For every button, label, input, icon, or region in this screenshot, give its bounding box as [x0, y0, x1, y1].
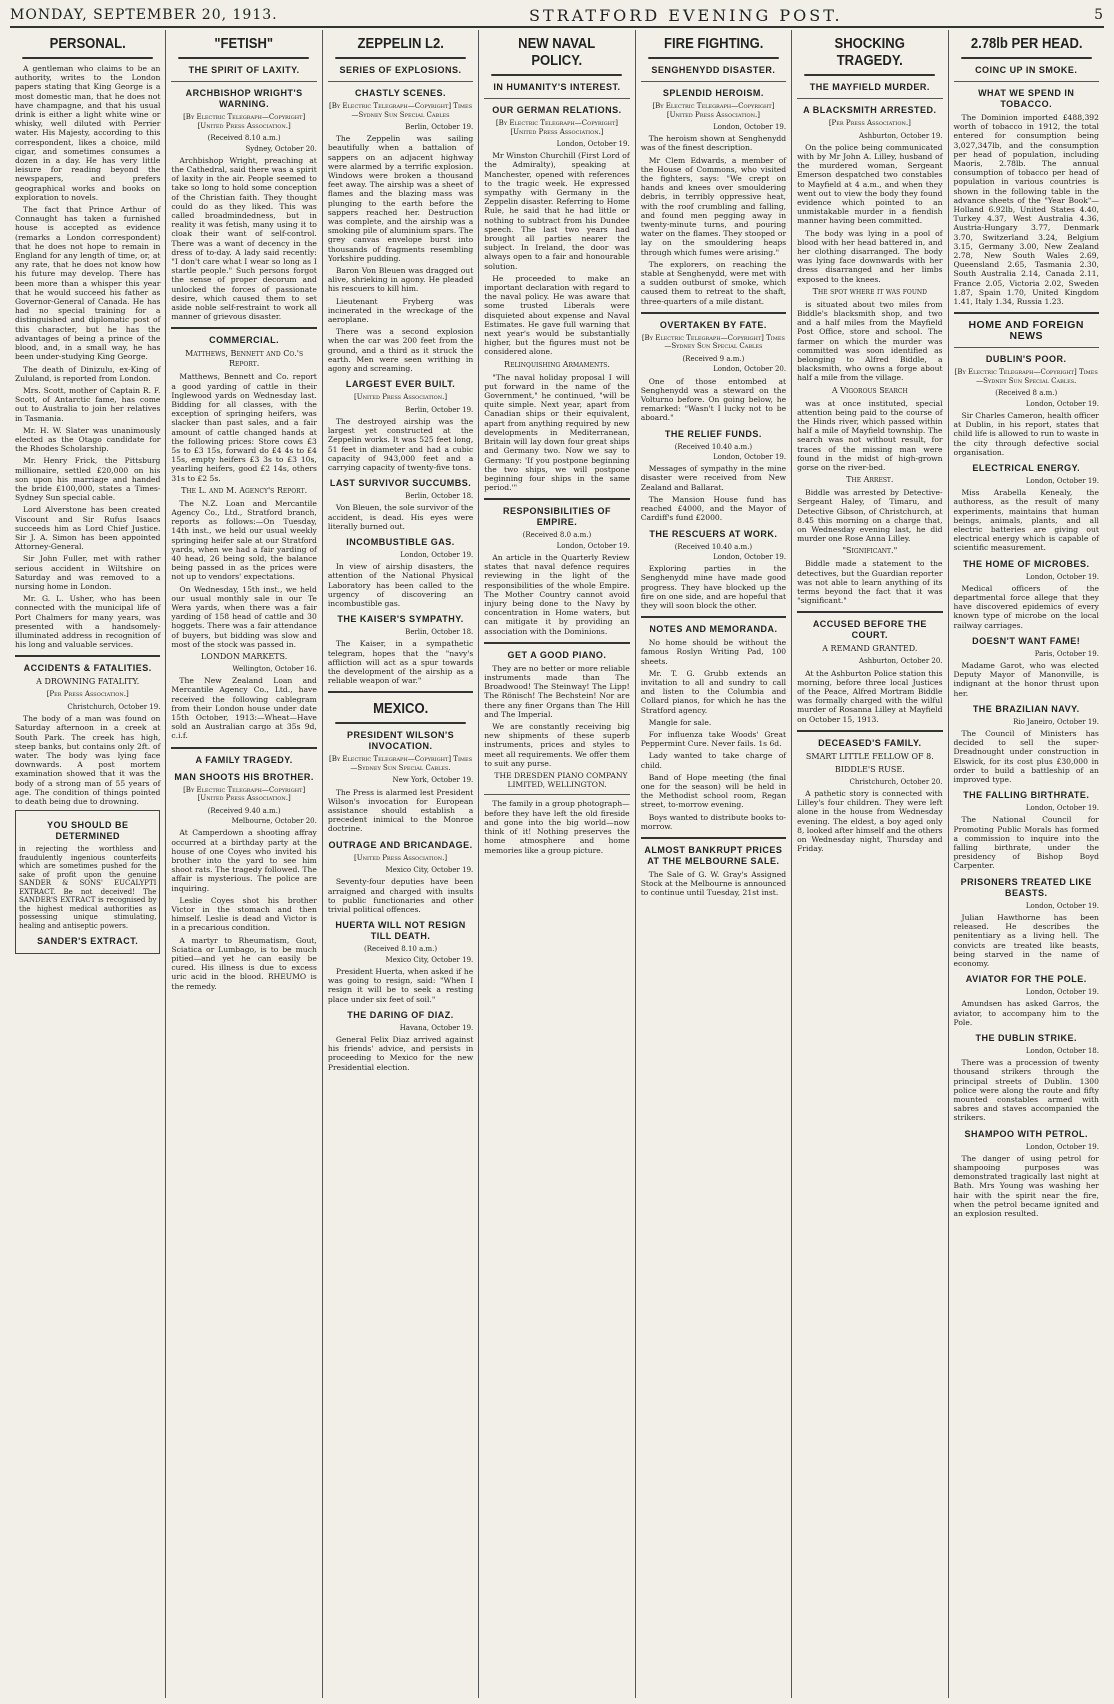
dateline: Berlin, October 18.	[405, 492, 474, 501]
dateline: London, October 19.	[400, 551, 474, 560]
dateline: London, October 19.	[1025, 901, 1099, 910]
section-divider	[641, 837, 786, 839]
section-heading: PRESIDENT WILSON'S INVOCATION.	[346, 730, 455, 752]
subheading: WHAT WE SPEND IN TOBACCO.	[978, 88, 1075, 109]
article-paragraph: Band of Hope meeting (the final one for the season) will be held in the Methodist school room, Regan street, to-morrow evening.	[640, 772, 787, 810]
article-paragraph: The Dominion imported £488,392 worth of tobacco in 1912, the total entered for consumption being 3,027,347lb, and the consumption per head of population, including Maoris, 2.78lb. The annual consumption of tobacco per head of population in various countries is shown in the following table in the advance sheets of the "Year Book"—Holland 6.92lb, United States 4.40, Turkey 4.37, West Australia 4.36, Austria-Hungary 3.77, Denmark 3.70, Switzerland 3.24, Belgium 3.15, Germany 3.00, New Zealand 2.78, New South Wales 2.69, Queensland 2.65, Tasmania 2.30, South Australia 2.14, Canada 2.11, France 2.05, Victoria 2.02, Sweden 1.87, Spain 1.70, United Kingdom 1.41, Italy 1.34, Russia 1.23.	[953, 113, 1099, 307]
divider	[171, 81, 316, 82]
dateline: Ashburton, October 20.	[859, 657, 943, 666]
article-paragraph: Mr. Henry Frick, the Pittsburg millionaire, settled £20,000 on his son upon his marriage and handed the bride £100,000, states a Times-Sydney Sun special cable.	[15, 456, 161, 503]
column-fire-fighting	[636, 30, 792, 1698]
received-time: (Received 9.40 a.m.)	[207, 806, 281, 815]
article-paragraph: Lady wanted to take charge of child.	[640, 751, 787, 770]
article-paragraph: General Felix Diaz arrived against his friends' advice, and persists in proceeding to Mexico for the new Presidential election.	[327, 1034, 474, 1072]
dateline: Berlin, October 19.	[405, 405, 474, 414]
article-paragraph: The fact that Prince Arthur of Connaught has taken a furnished house is accepted as evidence (remarks a London correspondent) that he does not hope to remain in England for any length of time, or, at any rate, that he does not know how his future may develop. There has been more than a whisper this year that he would succeed his father as Governor-General of Canada. He has had no special training for a distinguished and diplomatic post of this character, but he has the advantages of being a prince of the blood, and, in a small way, he has been under-studying King George.	[15, 205, 161, 362]
column-headline: "FETISH"	[179, 32, 310, 59]
subheading: The L. and M. Agency's Report.	[181, 485, 308, 495]
article-paragraph: was at once instituted, special attention being paid to the course of the Hinds river, which passed within half a mile of Mayfield township. The search was not without result, for traces of the missing man were found in the midst of high-grown gorse on the river-bed.	[797, 398, 943, 472]
dateline: London, October 19.	[1025, 988, 1099, 997]
received-time: (Received 9 a.m.)	[682, 354, 745, 363]
dateline: London, October 19.	[1025, 1142, 1099, 1151]
article-paragraph: An article in the Quarterly Review states that naval defence requires reviewing in the light of the responsibilities of the whole Empire. The Mother Country cannot avoid injury being done to the Navy by concentration in Home waters, but can mitigate it by providing an association with the Dominions.	[484, 553, 630, 636]
article-paragraph: In view of airship disasters, the attention of the National Physical Laboratory has been called to the urgency of discovering an incombustible gas.	[327, 562, 474, 609]
masthead	[10, 4, 1104, 28]
article-paragraph: Miss Arabella Kenealy, the authoress, as the result of many experiments, maintains that human beings, animals, plants, and all electric batteries are giving out electrical energy which is capable of scientific measurement.	[953, 488, 1099, 553]
section-divider	[797, 730, 942, 732]
article-paragraph: Mr Winston Churchill (First Lord of the Admiralty), speaking at Manchester, opened with references to the tragic week. He expressed sympathy with Germany in the Zeppelin disaster. Referring to Home Rule, he said that he had little or nothing to subtract from his Dundee speech. The last two years had brought all parties nearer the subject. In Ireland, the door was always open to a fair and honourable solution.	[484, 151, 630, 271]
dateline: Paris, October 19.	[1034, 649, 1099, 658]
article-paragraph: The Zeppelin was sailing beautifully when a battalion of sappers on an adjacent highway were alarmed by a terrific explosion. Windows were broken a thousand feet away. The airship was a sheet of flames and the blazing mass was plunging to the earth before the sappers reached her. Destruction was complete, and the airship was a smoking pile of aluminium spars. The grey canvas envelope burst into thousands of fragments resembling Yorkshire pudding.	[327, 134, 474, 263]
subheading: The spot where it was found	[812, 286, 927, 296]
divider	[484, 794, 629, 795]
section-heading: COINC UP IN SMOKE.	[975, 65, 1078, 75]
column-zeppelin	[323, 30, 479, 1698]
section-heading: RESPONSIBILITIES OF EMPIRE.	[502, 506, 611, 528]
subheading: The Arrest.	[846, 475, 894, 485]
wire-credit: [United Press Association.]	[354, 853, 448, 862]
column-headline: SHOCKING TRAGEDY.	[804, 32, 935, 76]
section-divider	[641, 312, 786, 314]
section-banner: HOME AND FOREIGN NEWS	[968, 319, 1084, 343]
column-headline-mexico: MEXICO.	[335, 697, 466, 724]
section-heading: THE FALLING BIRTHRATE.	[963, 790, 1090, 801]
section-heading: AVIATOR FOR THE POLE.	[965, 974, 1087, 985]
article-paragraph: At the Ashburton Police station this morning, before three local Justices of the Peace, Alfred Mortram Biddle was formally charged with the wilful murder of Rosanna Lilley at Mayfield on October 15, 1913.	[797, 668, 943, 724]
masthead-paper-name: STRATFORD EVENING POST.	[529, 5, 843, 25]
subheading: A DROWNING FATALITY.	[36, 677, 140, 687]
dateline: Mexico City, October 19.	[385, 866, 474, 875]
section-heading: THE KAISER'S SYMPATHY.	[337, 614, 464, 625]
dateline: Berlin, October 19.	[405, 123, 474, 131]
ad-heading: YOU SHOULD BE DETERMINED	[46, 820, 129, 842]
dateline: London, October 19.	[1025, 399, 1099, 408]
section-heading: THE SPIRIT OF LAXITY.	[188, 65, 300, 75]
received-time: (Received 10.40 a.m.)	[674, 542, 753, 551]
section-heading: OUTRAGE AND BRICANDAGE.	[328, 839, 473, 850]
section-divider	[797, 611, 942, 613]
subheading: A Vigorous Search	[831, 385, 908, 395]
wire-credit: [By Electric Telegraph—Copyright] Times—Sydney Sun Special Cables.	[328, 755, 473, 772]
dateline: London, October 19.	[1025, 804, 1099, 813]
dateline: London, October 18.	[1025, 1046, 1099, 1055]
article-paragraph: Archbishop Wright, preaching at the Cathedral, said there was a spirit of laxity in the air. People seemed to take so long to hold some conception of the Christian faith. They thought could do as they liked. This was called broadmindedness, but in reality it was fetish, many using it to cloak their want of self-control. There was a want of decency in the dress of to-day. A lady said recently: "I don't care what I wear so long as I startle people." Such persons forgot the sense of proper decorum and unlocked the forces of passionate desire, which caused them to set aside noble self-restraint to work all manner of grievous disaster.	[171, 155, 317, 322]
section-divider	[484, 642, 629, 644]
received-time: (Received 8.10 a.m.)	[207, 134, 281, 142]
article-paragraph: The Sale of G. W. Gray's Assigned Stock at the Melbourne is announced to continue until Tuesday, 21st inst.	[640, 870, 787, 898]
article-paragraph: Seventy-four deputies have been arraigned and charged with insults to public functionaries and other trivial political offences.	[327, 877, 474, 914]
advertisement-sanders-extract	[15, 810, 160, 954]
article-paragraph: The body was lying in a pool of blood with her head battered in, and her clothing disarranged. The body was lying face downwards with her dress disarranged and her limbs exposed to the knees.	[797, 228, 943, 284]
dateline: London, October 19.	[1025, 476, 1099, 485]
section-divider	[15, 655, 160, 657]
article-paragraph: The family in a group photograph—before they have left the old fireside and gone into the big world—now think of it! Nothing preserves the home atmosphere and home memories like a group picture.	[484, 799, 630, 855]
article-paragraph: One of those entombed at Senghenydd was a steward on the Volturno before. On going below, he remarked: "Wasn't I lucky not to be aboard."	[640, 376, 787, 423]
section-heading: THE RESCUERS AT WORK.	[649, 528, 778, 539]
wire-credit: [By Electric Telegraph—Copyright] [United Press Association.]	[183, 785, 306, 803]
wire-credit: [By Electric Telegraph—Copyright] [United Press Association.]	[495, 119, 619, 136]
section-heading: LARGEST EVER BUILT.	[345, 379, 456, 390]
section-heading: DECEASED'S FAMILY.	[818, 737, 922, 748]
article-paragraph: They are no better or more reliable instruments made than The Broadwood! The Steinway! The Lipp! The Rönisch! The Bechstein! Nor are there any finer Organs than The Hill and The Imperial.	[484, 663, 630, 719]
section-heading: OVERTAKEN BY FATE.	[659, 319, 767, 330]
section-divider	[484, 498, 629, 500]
section-heading: A FAMILY TRAGEDY.	[195, 754, 293, 765]
subheading: SMART LITTLE FELLOW OF 8.	[805, 751, 934, 761]
article-paragraph: Mr. G. L. Usher, who has been connected with the municipal life of Port Chalmers for many years, was presented with a handsomely-illuminated address in recognition of his long and valuable services.	[15, 594, 161, 650]
section-heading: SERIES OF EXPLOSIONS.	[339, 65, 462, 75]
received-time: (Received 10.40 a.m.)	[674, 442, 753, 451]
wire-credit: [Per Press Association.]	[46, 690, 129, 699]
article-paragraph: Sir Charles Cameron, health officer at Dublin, in his report, states that child life is allowed to run to waste in the city through defective social organisation.	[953, 410, 1099, 457]
section-heading: GET A GOOD PIANO.	[507, 649, 607, 660]
subheading: OUR GERMAN RELATIONS.	[492, 105, 622, 115]
article-paragraph: The explorers, on reaching the stable at Senghenydd, were met with a sudden outburst of smoke, which caused them to retreat to the shaft, three-quarters of a mile distant.	[640, 259, 787, 306]
subheading: A REMAND GRANTED.	[822, 644, 918, 654]
column-naval-policy	[479, 30, 635, 1698]
article-paragraph: A gentleman who claims to be an authority, writes to the London papers stating that King George is a most domestic man, that he does not have champagne, and that his usual drink is either a light white wine or whisky, well diluted with Perrier water. His Majesty, according to this correspondent, likes a choice, mild cigar, and sometimes consumes a dozen in a day. He has very little leisure for reading beyond the newspapers, and prefers geographical works and books on exploration to novels.	[15, 64, 161, 202]
dateline: London, October 19.	[556, 541, 630, 550]
section-divider	[171, 327, 316, 329]
article-paragraph: The danger of using petrol for shampooing purposes was demonstrated tragically last night at Bath. Mrs Young was washing her hair with the spirit near the fire, when the petrol became ignited and an explosion resulted.	[953, 1153, 1099, 1218]
section-heading: DUBLIN'S POOR.	[985, 354, 1067, 365]
column-headline: 2.78lb PER HEAD.	[961, 32, 1092, 59]
section-heading: THE DARING OF DIAZ.	[347, 1009, 454, 1020]
received-time: (Received 8.10 a.m.)	[364, 945, 438, 954]
ad-body: in rejecting the worthless and fraudulently ingenious counterfeits which are sometimes pushed for the sake of profit upon the genuine SANDER & SONS' EUCALYPTI EXTRACT. Be not deceived! The SANDER'S EXTRACT is recognised by the highest medical authorities as possessing unique stimulating, healing and antiseptic powers.	[19, 845, 157, 930]
article-paragraph: Sir John Fuller, met with rather serious accident in Wiltshire on Saturday and was removed to a nursing home in London.	[15, 554, 161, 591]
divider	[641, 81, 786, 82]
dateline: London, October 19.	[713, 123, 787, 131]
article-paragraph: Mr Clem Edwards, a member of the House of Commons, who visited the fighters, says: "We crept on hands and knees over smouldering debris, in terribly oppressive heat, with the roof crumbling and falling, and found men pegging away in twenty-minute turns, and pouring water on the flames. They stooped or lay on the smouldering heaps through which fumes were arising."	[640, 155, 787, 257]
dateline: Christchurch, October 19.	[67, 702, 161, 711]
masthead-page-number: 5	[1094, 7, 1104, 23]
dateline: New York, October 19.	[392, 776, 474, 785]
section-heading: SENGHENYDD DISASTER.	[651, 65, 776, 75]
article-paragraph: Von Bleuen, the sole survivor of the accident, is dead. His eyes were literally burned out.	[327, 503, 474, 531]
article-paragraph: Medical officers of the departmental force allege that they have discovered epidemics of every known type of microbe on the local railway carriages.	[953, 583, 1099, 630]
ad-footer: SANDER'S EXTRACT.	[37, 936, 139, 947]
divider	[954, 347, 1099, 348]
divider	[954, 81, 1099, 82]
subheading: A BLACKSMITH ARRESTED.	[803, 105, 937, 115]
article-paragraph: A pathetic story is connected with Lilley's four children. They were left alone in the house from Wednesday evening. The eldest, a boy aged only 8, looked after himself and the others on Wednesday night, Thursday and Friday.	[797, 789, 943, 854]
newspaper-columns	[10, 30, 1104, 1698]
section-heading: ELECTRICAL ENERGY.	[972, 462, 1081, 473]
section-heading: THE BRAZILIAN NAVY.	[972, 703, 1080, 714]
wire-credit: [By Electric Telegraph—Copyright] Times—Sydney Sun Special Cables.	[954, 368, 1098, 385]
column-shocking-tragedy	[792, 30, 948, 1698]
subheading: LONDON MARKETS.	[200, 652, 288, 662]
dateline: Sydney, October 20.	[245, 144, 317, 153]
section-heading: PRISONERS TREATED LIKE BEASTS.	[960, 876, 1092, 898]
article-paragraph: Julian Hawthorne has been released. He describes the penitentiary as a living hell. The convicts are treated like beasts, being starved in the name of economy.	[953, 912, 1099, 968]
article-paragraph: Messages of sympathy in the mine disaster were received from New Zealand and Ballarat.	[640, 464, 787, 492]
dateline: Mexico City, October 19.	[385, 955, 474, 964]
subheading: SPLENDID HEROISM.	[662, 88, 764, 98]
wire-credit: [By Electric Telegraph—Copyright] [United Press Association.]	[183, 113, 306, 130]
article-paragraph: The National Council for Promoting Public Morals has formed a commission to inquire into the falling birthrate, under the presidency of Bishop Boyd Carpenter.	[953, 815, 1099, 871]
article-paragraph: The New Zealand Loan and Mercantile Agency Co., Ltd., have received the following cablegram from their London house under date 15th October, 1913:—Wheat—Have sold an Australian cargo at 35s 9d, c.i.f.	[171, 676, 317, 741]
article-paragraph: We are constantly receiving big new shipments of these superb instruments, prices and styles to meet all requirements. We offer them to suit any purse.	[484, 722, 630, 768]
article-paragraph: For influenza take Woods' Great Peppermint Cure. Never fails. 1s 6d.	[640, 730, 787, 749]
article-paragraph: The Mansion House fund has reached £4000, and the Mayor of Cardiff's fund £2000.	[640, 494, 787, 523]
column-headline: NEW NAVAL POLICY.	[492, 32, 623, 76]
subheading: Relinquishing Armaments.	[504, 359, 610, 369]
section-heading: LAST SURVIVOR SUCCUMBS.	[329, 478, 472, 489]
wire-credit: [By Electric Telegraph—Copyright] Times—Sydney Sun Special Cables	[641, 333, 785, 351]
section-heading: HUERTA WILL NOT RESIGN TILL DEATH.	[335, 920, 466, 942]
section-heading: DOESN'T WANT FAME!	[972, 635, 1081, 646]
article-paragraph: Mrs. Scott, mother of Captain R. F. Scott, of Antarctic fame, has come out to Australia to join her relatives in Tasmania.	[15, 385, 161, 423]
article-paragraph: Mr. H. W. Slater was unanimously elected as the Otago candidate for the Rhodes Scholarship.	[15, 425, 161, 454]
section-divider	[641, 616, 786, 618]
article-paragraph: On the police being communicated with by Mr John A. Lilley, husband of the murdered woman, Sergeant Emerson despatched two constables to Mayfield at 4 a.m., and when they went out to view the body they found evidence which pointed to an unmistakable murder in a fiendish manner having been committed.	[797, 142, 943, 226]
article-paragraph: Biddle made a statement to the detectives, but the Guardian reporter was not able to learn anything of its terms beyond the fact that it was "significant."	[797, 559, 943, 606]
article-paragraph: The Council of Ministers has decided to sell the super-Dreadnought under construction in Elswick, for its cost plus £30,000 in order to build a battleship of an improved type.	[953, 729, 1099, 785]
article-paragraph: The body of a man was found on Saturday afternoon in a creek at South Park. The creek has high, steep banks, but contains only 2ft. of water. The body was lying face downwards. A post mortem examination showed that it was the body of a strong man of 55 years of age. The condition of things pointed to death being due to drowning.	[15, 714, 161, 806]
article-paragraph: There was a second explosion when the car was 200 feet from the ground, and a third as it struck the earth. Men were seen writhing in agony and screaming.	[327, 327, 474, 374]
article-paragraph: The Press is alarmed lest President Wilson's invocation for European assistance should establish a precedent inimical to the Monroe doctrine.	[327, 787, 474, 834]
article-paragraph: Lieutenant Fryberg was incinerated in the wreckage of the aeroplane.	[327, 296, 474, 325]
article-paragraph: Matthews, Bennett and Co. report a good yarding of cattle in their Inglewood yards on Wednesday last. Bidding for all classes, with the exception of springing heifers, was slacker than past sales, and a fair amount of cattle changed hands at the following prices: Store cows £3 5s to £3 15s, forward do £4 4s to £4 15s, empty heifers £3 3s to £3 10s, yearling heifers, good £2 14s, others 31s to £2 5s.	[171, 372, 317, 483]
section-divider	[171, 747, 316, 749]
divider	[797, 98, 942, 99]
wire-credit: [Per Press Association.]	[828, 119, 911, 127]
article-paragraph: There was a procession of twenty thousand strikers through the principal streets of Dublin. 1300 police were along the route and fifty mounted constables armed with sabres and staves accompanied the strikers.	[953, 1058, 1099, 1123]
wire-credit: [United Press Association.]	[354, 393, 448, 402]
column-fetish	[166, 30, 322, 1698]
section-heading: THE DUBLIN STRIKE.	[975, 1032, 1077, 1043]
dateline: Wellington, October 16.	[232, 665, 317, 674]
article-paragraph: Boys wanted to distribute books to-morrow.	[640, 812, 787, 831]
article-paragraph: He proceeded to make an important declaration with regard to the naval policy. He was aware that some trusted Liberals were disquieted about expense and Naval Estimates. He gave full warning that next year's would be substantially higher, but the figures must not be considered alone.	[484, 273, 630, 357]
section-heading: NOTES AND MEMORANDA.	[649, 624, 778, 635]
article-paragraph: The heroism shown at Senghenydd was of the finest description.	[640, 134, 787, 153]
article-paragraph: Exploring parties in the Senghenydd mine have made good progress. They have blocked up the fire on one side, and are hopeful that they will soon block the other.	[640, 564, 787, 611]
section-divider	[954, 312, 1099, 314]
article-paragraph: The Kaiser, in a sympathetic telegram, hopes that the "navy's affliction will act as a spur towards the development of the airship as a reliable weapon of war."	[327, 639, 474, 686]
divider	[328, 81, 473, 82]
section-heading: THE RELIEF FUNDS.	[664, 428, 762, 439]
dateline: London, October 19.	[556, 140, 630, 148]
section-heading: THE MAYFIELD MURDER.	[809, 82, 930, 92]
column-headline: ZEPPELIN L2.	[335, 32, 466, 59]
section-heading: ACCUSED BEFORE THE COURT.	[812, 619, 927, 641]
wire-credit: [By Electric Telegraph—Copyright] Times—Sydney Sun Special Cables	[328, 102, 473, 119]
article-paragraph: The N.Z. Loan and Mercantile Agency Co., Ltd., Stratford branch, reports as follows:—On Tuesday, 14th inst., we held our usual weekly springing heifer sale at our Stratford yards, when we had a fair yarding of 40 head, 26 being sold, the balance being passed in as the prices were not up to vendors' expectations.	[171, 498, 317, 582]
article-paragraph: A martyr to Rheumatism, Gout, Sciatica or Lumbago, is to be much pitied—and yet he can easily be cured. His illness is due to excess uric acid in the blood. RHEUMO is the remedy.	[171, 935, 317, 991]
article-paragraph: "The naval holiday proposal I will put forward in the name of the Government," he continued, "will be quite simple. Next year, apart from Canadian ships or their equivalent, apart from anything required by new developments in Mediterranean, Britain will lay down four great ships and Germany two. Now we say to Germany: 'If you postpone beginning the two ships, we will postpone beginning four ships in the same period.'"	[484, 372, 630, 493]
section-heading: COMMERCIAL.	[209, 335, 280, 346]
article-paragraph: Amundsen has asked Garros, the aviator, to accompany him to the Pole.	[953, 999, 1099, 1027]
masthead-date: MONDAY, SEPTEMBER 20, 1913.	[10, 7, 278, 23]
dateline: Havana, October 19.	[399, 1023, 474, 1032]
section-divider	[328, 691, 473, 693]
dateline: Rio Janeiro, October 19.	[1013, 717, 1099, 726]
dateline: London, October 19.	[713, 453, 787, 462]
article-paragraph: THE DRESDEN PIANO COMPANY LIMITED, WELLINGTON.	[494, 771, 628, 790]
column-headline: PERSONAL.	[22, 32, 153, 59]
subheading: Matthews, Bennett and Co.'s Report.	[185, 349, 304, 369]
subheading: CHASTLY SCENES.	[355, 88, 447, 98]
column-personal	[10, 30, 166, 1698]
article-paragraph: No home should be without the famous Roslyn Writing Pad, 100 sheets.	[640, 638, 787, 666]
article-paragraph: Lord Alverstone has been created Viscount and Sir Rufus Isaacs succeeds him as Lord Chief Justice. Sir J. A. Simon has been appointed Attorney-General.	[15, 505, 161, 552]
article-paragraph: At Camperdown a shooting affray occurred at a birthday party at the house of one Coyes who invited his brother into the yard to see him shoot rats. The tragedy followed. The affair is mysterious. The police are inquiring.	[171, 828, 317, 893]
article-paragraph: Mr. T. G. Grubb extends an invitation to all and sundry to call and listen to the Columbia and Collard pianos, for which he has the Stratford agency.	[640, 668, 787, 715]
article-paragraph: On Wednesday, 15th inst., we held our usual monthly sale in our Te Wera yards, when there was a fair yarding of 158 head of cattle and 30 hoggets. There was a fair attendance of buyers, but bidding was slow and most of the stock was passed in.	[171, 584, 317, 649]
received-time: (Received 8 a.m.)	[995, 389, 1058, 398]
dateline: Berlin, October 18.	[405, 628, 474, 637]
article-paragraph: Madame Garot, who was elected Deputy Mayor of Manonville, is indignant at the honor thrust upon her.	[953, 661, 1099, 698]
subheading: "Significant."	[842, 546, 898, 556]
dateline: Ashburton, October 19.	[859, 131, 943, 140]
subheading: MAN SHOOTS HIS BROTHER.	[174, 771, 314, 782]
section-heading: ALMOST BANKRUPT PRICES AT THE MELBOURNE SALE.	[644, 845, 783, 867]
divider	[484, 98, 629, 99]
dateline: London, October 20.	[713, 365, 787, 374]
section-heading: IN HUMANITY'S INTEREST.	[493, 82, 621, 92]
column-headline: FIRE FIGHTING.	[648, 32, 779, 59]
article-paragraph: is situated about two miles from Biddle's blacksmith shop, and two and a half miles from the Mayfield Post Office, store and school. The farmer on which the murder was committed was soon identified as belonging to Alfred Biddle, a blacksmith, who owns a forge about half a mile from the village.	[797, 299, 943, 383]
column-tobacco-and-news	[949, 30, 1104, 1698]
article-paragraph: The death of Dinizulu, ex-King of Zululand, is reported from London.	[15, 364, 161, 383]
article-paragraph: The destroyed airship was the largest yet constructed at the Zeppelin works. It was 525 feet long, 51 feet in diameter and had a cubic capacity of 943,000 feet and a carrying capacity of twenty-five tons.	[327, 416, 474, 472]
received-time: (Received 8.0 a.m.)	[522, 531, 592, 540]
dateline: London, October 19.	[713, 553, 787, 561]
article-paragraph: Leslie Coyes shot his brother Victor in the stomach and then himself. Leslie is dead and Victor is in a precarious condition.	[171, 895, 317, 933]
dateline: Melbourne, October 20.	[231, 817, 317, 826]
article-paragraph: President Huerta, when asked if he was going to resign, said: "When I resign it will be to seek a resting place under six feet of soil."	[327, 966, 474, 1004]
article-paragraph: Mangle for sale.	[648, 717, 712, 727]
article-paragraph: Baron Von Bleuen was dragged out alive, shrieking in agony. He pleaded his rescuers to kill him.	[327, 266, 474, 294]
section-heading: SHAMPOO WITH PETROL.	[964, 1128, 1088, 1139]
article-paragraph: Biddle was arrested by Detective-Sergeant Haley, of Timaru, and Detective Gibson, of Christchurch, at 8.45 this morning on a charge that, on Wednesday evening last, he did murder one Rose Anna Lilley.	[797, 488, 943, 544]
wire-credit: [By Electric Telegraph—Copyright] [United Press Association.]	[652, 102, 775, 119]
subheading: BIDDLE'S RUSE.	[834, 764, 905, 774]
dateline: Christchurch, October 20.	[849, 777, 943, 786]
section-heading: ACCIDENTS & FATALITIES.	[23, 663, 152, 674]
dateline: London, October 19.	[1025, 572, 1099, 581]
subheading: ARCHBISHOP WRIGHT'S WARNING.	[185, 88, 303, 109]
section-heading: INCOMBUSTIBLE GAS.	[346, 537, 455, 548]
section-heading: THE HOME OF MICROBES.	[962, 558, 1090, 569]
